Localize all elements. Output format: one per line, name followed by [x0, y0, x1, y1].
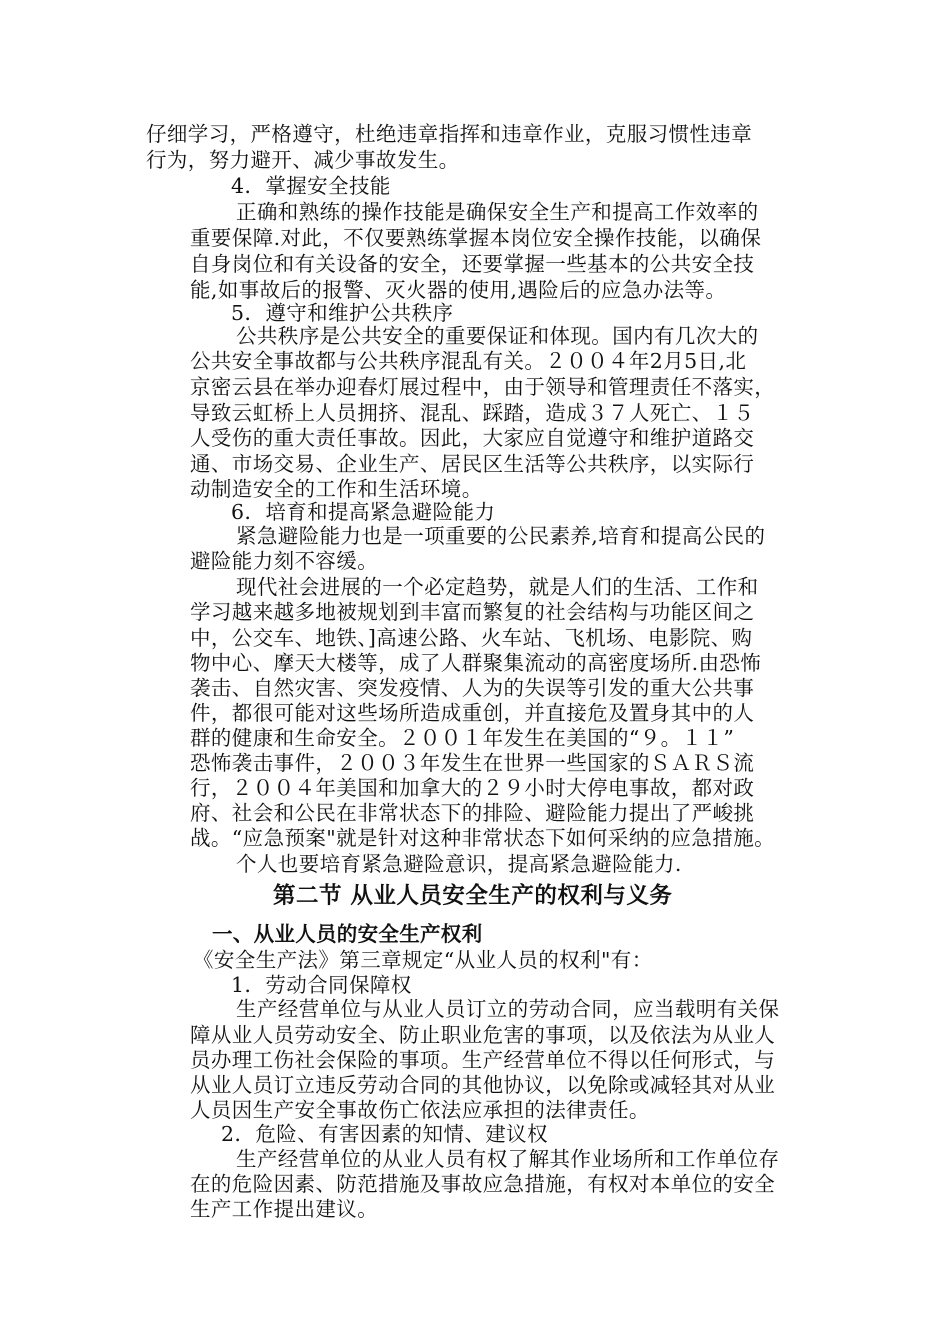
text-line: 中，公交车、地铁、]高速公路、火车站、飞机场、电影院、购 [190, 626, 753, 650]
section-title: 第二节 从业人员安全生产的权利与义务 [273, 883, 673, 909]
list-item-heading: 1．劳动合同保障权 [231, 973, 412, 997]
text-line: 人员因生产安全事故伤亡依法应承担的法律责任。 [190, 1098, 650, 1122]
text-line: 学习越来越多地被规划到丰富而繁复的社会结构与功能区间之 [190, 600, 755, 624]
list-item-heading: 6．培育和提高紧急避险能力 [231, 500, 496, 524]
list-item-heading: 4．掌握安全技能 [231, 174, 391, 198]
text-line: 员办理工伤社会保险的事项。生产经营单位不得以任何形式，与 [190, 1048, 776, 1072]
text-line: 件，都很可能对这些场所造成重创，并直接危及置身其中的人 [190, 701, 755, 725]
text-line: 生产经营单位与从业人员订立的劳动合同，应当载明有关保 [236, 997, 780, 1021]
text-line: 战。“应急预案"就是针对这种非常状态下如何采纳的应急措施。 [190, 826, 776, 850]
text-line: 动制造安全的工作和生活环境。 [190, 477, 483, 501]
text-line: 物中心、摩天大楼等，成了人群聚集流动的高密度场所.由恐怖 [190, 651, 762, 675]
text-line: 行，２００４年美国和加拿大的２９小时大停电事故，都对政 [190, 776, 755, 800]
text-line: 现代社会进展的一个必定趋势，就是人们的生活、工作和 [236, 575, 759, 599]
text-line: 《安全生产法》第三章规定“从业人员的权利"有： [193, 948, 653, 972]
text-line: 公共安全事故都与公共秩序混乱有关。２００４年2月5日,北 [190, 349, 747, 373]
text-line: 恐怖袭击事件，２００３年发生在世界一些国家的ＳＡＲＳ流 [190, 751, 755, 775]
text-line: 从业人员订立违反劳动合同的其他协议，以免除或减轻其对从业 [190, 1073, 776, 1097]
text-line: 生产工作提出建议。 [190, 1197, 379, 1221]
text-line: 重要保障.对此，不仅要熟练掌握本岗位安全操作技能，以确保 [190, 226, 762, 250]
list-item-heading: 2．危险、有害因素的知情、建议权 [221, 1122, 548, 1146]
text-line: 府、社会和公民在非常状态下的排险、避险能力提出了严峻挑 [190, 801, 755, 825]
text-line: 袭击、自然灾害、突发疫情、人为的失误等引发的重大公共事 [190, 676, 755, 700]
text-line: 障从业人员劳动安全、防止职业危害的事项，以及依法为从业人 [190, 1023, 776, 1047]
text-line: 个人也要培育紧急避险意识，提高紧急避险能力. [236, 852, 682, 876]
text-line: 避险能力刻不容缓。 [190, 549, 379, 573]
text-line: 群的健康和生命安全。２００１年发生在美国的“９。１１” [190, 726, 735, 750]
text-line: 紧急避险能力也是一项重要的公民素养,培育和提高公民的 [236, 524, 766, 548]
text-line: 仔细学习，严格遵守，杜绝违章指挥和违章作业，克服习惯性违章 [146, 122, 753, 146]
text-line: 公共秩序是公共安全的重要保证和体现。国内有几次大的 [236, 324, 759, 348]
text-line: 在的危险因素、防范措施及事故应急措施，有权对本单位的安全 [190, 1172, 776, 1196]
text-line: 自身岗位和有关设备的安全，还要掌握一些基本的公共安全技 [190, 252, 755, 276]
text-line: 行为，努力避开、减少事故发生。 [146, 148, 460, 172]
text-line: 导致云虹桥上人员拥挤、混乱、踩踏，造成３７人死亡、１５ [190, 401, 755, 425]
text-line: 通、市场交易、企业生产、居民区生活等公共秩序，以实际行 [190, 452, 755, 476]
text-line: 京密云县在举办迎春灯展过程中，由于领导和管理责任不落实， [190, 375, 776, 399]
text-line: 能,如事故后的报警、灭火器的使用,遇险后的应急办法等。 [190, 278, 727, 302]
list-item-heading: 5．遵守和维护公共秩序 [231, 301, 454, 325]
text-line: 正确和熟练的操作技能是确保安全生产和提高工作效率的 [236, 200, 759, 224]
text-line: 人受伤的重大责任事故。因此，大家应自觉遵守和维护道路交 [190, 426, 755, 450]
text-line: 生产经营单位的从业人员有权了解其作业场所和工作单位存 [236, 1147, 780, 1171]
subsection-title: 一、从业人员的安全生产权利 [212, 922, 483, 946]
